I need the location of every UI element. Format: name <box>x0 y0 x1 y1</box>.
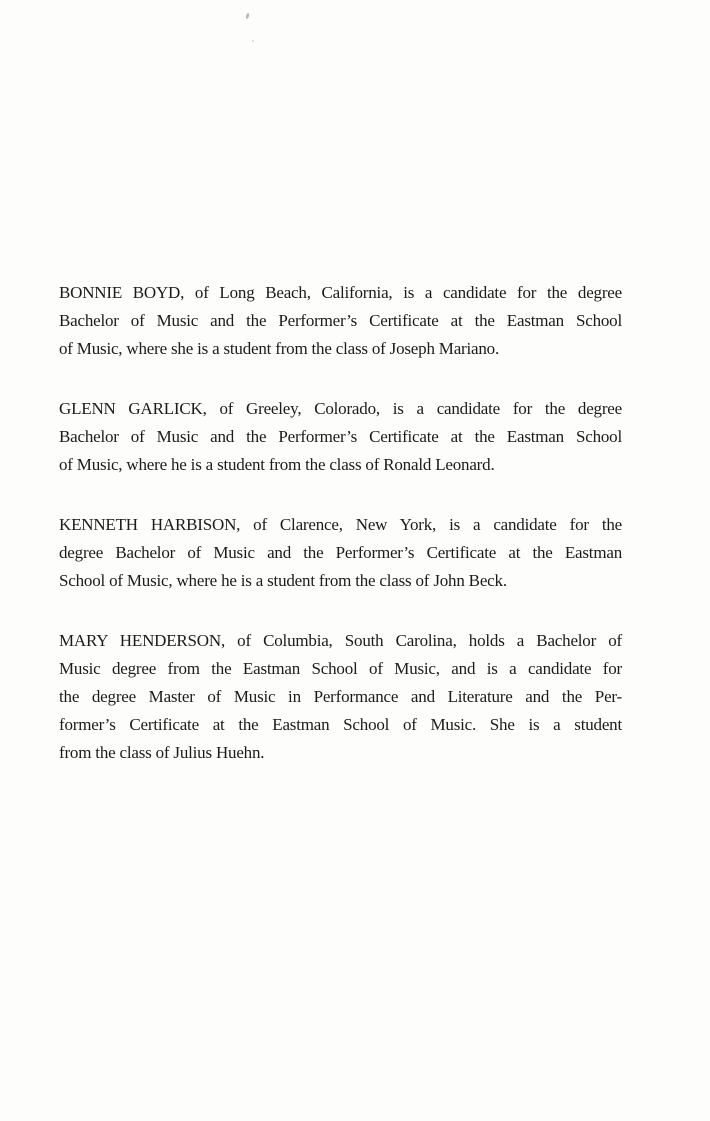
scan-speck <box>252 40 254 42</box>
paragraph-mary-henderson <box>59 627 622 767</box>
text-line: former’s Certificate at the Eastman School of Music. She is a student <box>59 715 622 734</box>
text-line: GLENN GARLICK, of Greeley, Colorado, is a candidate for the degree <box>59 399 622 418</box>
text-line: MARY HENDERSON, of Columbia, South Carolina, holds a Bachelor of <box>59 631 622 650</box>
paragraph-glenn-garlick <box>59 395 622 479</box>
text-line: of Music, where she is a student from the class of Joseph Mariano. <box>59 339 500 358</box>
text-line: BONNIE BOYD, of Long Beach, California, is a candidate for the degree <box>59 283 622 302</box>
text-line: School of Music, where he is a student from the class of John Beck. <box>59 571 507 590</box>
text-line: Music degree from the Eastman School of Music, and is a candidate for <box>59 659 622 678</box>
text-line: of Music, where he is a student from the class of Ronald Leonard. <box>59 455 495 474</box>
paragraph-kenneth-harbison <box>59 511 622 595</box>
paragraph-bonnie-boyd <box>59 279 622 363</box>
text-line: Bachelor of Music and the Performer’s Certificate at the Eastman School <box>59 427 622 446</box>
document-text-block <box>59 279 622 799</box>
scan-speck <box>245 13 250 20</box>
text-line: Bachelor of Music and the Performer’s Certificate at the Eastman School <box>59 311 622 330</box>
text-line: degree Bachelor of Music and the Performer’s Certificate at the Eastman <box>59 543 622 562</box>
text-line: from the class of Julius Huehn. <box>59 743 265 762</box>
text-line: KENNETH HARBISON, of Clarence, New York, is a candidate for the <box>59 515 622 534</box>
text-line: the degree Master of Music in Performance and Literature and the Per- <box>59 687 622 706</box>
